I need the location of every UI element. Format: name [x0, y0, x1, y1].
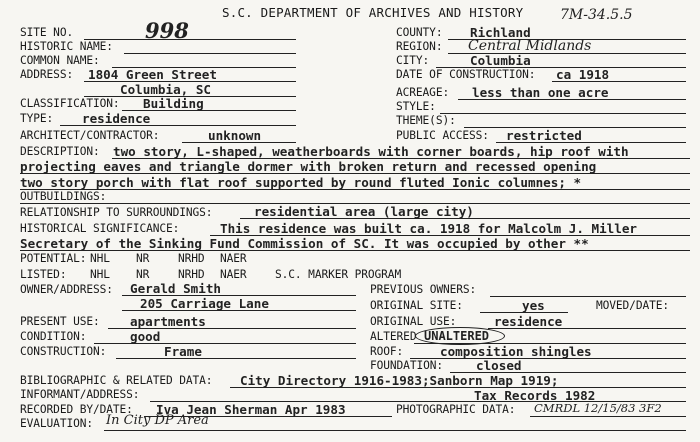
common-name-label: COMMON NAME: — [20, 54, 100, 67]
style-label: STYLE: — [396, 100, 436, 113]
county-label: COUNTY: — [396, 26, 443, 39]
bibliographic-label: BIBLIOGRAPHIC & RELATED DATA: — [20, 374, 213, 387]
city-label: CITY: — [396, 54, 430, 67]
roof-label: ROOF: — [370, 345, 404, 358]
description-underline-2 — [20, 173, 690, 174]
listed-label: LISTED: — [20, 268, 67, 281]
description-line3: two story porch with flat roof supported by round fluted Ionic columnes; * — [20, 175, 582, 190]
tax-records-value: Tax Records 1982 — [474, 388, 596, 403]
bibliographic-line — [230, 387, 686, 388]
construction-label: CONSTRUCTION: — [20, 345, 107, 358]
type-line — [60, 125, 296, 126]
date-construction-value: ca 1918 — [556, 67, 610, 82]
address-line1-value: 1804 Green Street — [88, 67, 217, 82]
recorded-label: RECORDED BY/DATE: — [20, 403, 133, 416]
site-no-value: 998 — [145, 18, 189, 43]
site-no-line — [84, 39, 296, 40]
altered-label: ALTERED — [370, 330, 417, 343]
public-access-line — [496, 142, 686, 143]
date-construction-line — [552, 81, 686, 82]
previous-owners-line — [490, 296, 686, 297]
listed-sc-marker: S.C. MARKER PROGRAM — [275, 268, 402, 281]
photographic-line — [530, 416, 686, 417]
altered-value: UNALTERED — [424, 329, 490, 343]
significance-line2: Secretary of the Sinking Fund Commission of SC. It was occupied by other ** — [20, 236, 589, 251]
acreage-label: ACREAGE: — [396, 86, 450, 99]
reference-number: 7M-34.5.5 — [560, 7, 633, 23]
listed-nhl: NHL — [90, 268, 110, 281]
region-label: REGION: — [396, 40, 443, 53]
public-access-label: PUBLIC ACCESS: — [396, 129, 489, 142]
acreage-line — [458, 99, 686, 100]
foundation-value: closed — [476, 358, 522, 373]
recorded-value: Iva Jean Sherman Apr 1983 — [156, 402, 346, 417]
condition-line — [94, 343, 356, 344]
site-no-label: SITE NO. — [20, 26, 74, 39]
roof-value: composition shingles — [440, 344, 592, 359]
date-construction-label: DATE OF CONSTRUCTION: — [396, 68, 536, 81]
themes-label: THEME(S): — [396, 114, 456, 127]
original-site-label: ORIGINAL SITE: — [370, 299, 463, 312]
description-line1: two story, L-shaped, weatherboards with corner boards, hip roof with — [113, 144, 629, 159]
architect-label: ARCHITECT/CONTRACTOR: — [20, 129, 160, 142]
foundation-label: FOUNDATION: — [370, 359, 443, 372]
significance-underline-2 — [20, 250, 690, 251]
architect-line — [182, 142, 296, 143]
region-value: Central Midlands — [468, 38, 592, 54]
historic-name-label: HISTORIC NAME: — [20, 40, 113, 53]
moved-date-label: MOVED/DATE: — [596, 299, 669, 312]
potential-label: POTENTIAL: — [20, 252, 87, 265]
type-label: TYPE: — [20, 112, 54, 125]
classification-label: CLASSIFICATION: — [20, 97, 120, 110]
description-label: DESCRIPTION: — [20, 145, 100, 158]
form-title: S.C. DEPARTMENT OF ARCHIVES AND HISTORY — [222, 5, 524, 20]
relationship-line — [240, 218, 690, 219]
style-line — [440, 113, 686, 114]
architect-value: unknown — [208, 128, 262, 143]
previous-owners-label: PREVIOUS OWNERS: — [370, 283, 477, 296]
evaluation-value: In City DP Area — [106, 413, 209, 428]
listed-nrhd: NRHD — [178, 268, 205, 281]
significance-line1: This residence was built ca. 1918 for Malcolm J. Miller — [220, 221, 638, 236]
evaluation-label: EVALUATION: — [20, 417, 93, 430]
historic-name-line — [124, 53, 296, 54]
city-value: Columbia — [470, 53, 531, 68]
photographic-label: PHOTOGRAPHIC DATA: — [396, 403, 516, 416]
address-line2-value: Columbia, SC — [120, 82, 211, 97]
acreage-value: less than one acre — [472, 85, 609, 100]
original-use-value: residence — [494, 314, 563, 329]
county-value: Richland — [470, 25, 531, 40]
significance-label: HISTORICAL SIGNIFICANCE: — [20, 222, 180, 235]
present-use-value: apartments — [130, 314, 206, 329]
construction-value: Frame — [164, 344, 202, 359]
potential-nr: NR — [136, 252, 150, 265]
description-underline-3 — [20, 189, 690, 190]
construction-line — [116, 358, 356, 359]
description-line2: projecting eaves and triangle dormer with broken return and recessed opening — [20, 159, 597, 174]
address-label: ADDRESS: — [20, 68, 74, 81]
original-use-line — [488, 328, 686, 329]
condition-value: good — [130, 329, 161, 344]
present-use-label: PRESENT USE: — [20, 315, 100, 328]
original-site-line — [480, 312, 568, 313]
potential-nhl: NHL — [90, 252, 110, 265]
classification-value: Building — [143, 96, 204, 111]
photographic-value: CMRDL 12/15/83 3F2 — [534, 401, 662, 415]
listed-nr: NR — [136, 268, 150, 281]
owner-line2-value: 205 Carriage Lane — [140, 296, 269, 311]
original-use-label: ORIGINAL USE: — [370, 315, 457, 328]
relationship-value: residential area (large city) — [254, 204, 474, 219]
bibliographic-value: City Directory 1916-1983;Sanborn Map 1919; — [240, 373, 559, 388]
roof-line — [410, 358, 686, 359]
owner-line1-value: Gerald Smith — [130, 281, 221, 296]
relationship-label: RELATIONSHIP TO SURROUNDINGS: — [20, 206, 213, 219]
informant-label: INFORMANT/ADDRESS: — [20, 388, 140, 401]
type-value: residence — [82, 111, 151, 126]
listed-naer: NAER — [220, 268, 247, 281]
owner-label: OWNER/ADDRESS: — [20, 283, 113, 296]
public-access-value: restricted — [506, 128, 582, 143]
outbuildings-label: OUTBUILDINGS: — [20, 190, 107, 203]
condition-label: CONDITION: — [20, 330, 87, 343]
owner-line-2 — [122, 310, 356, 311]
original-site-value: yes — [522, 298, 545, 313]
potential-nrhd: NRHD — [178, 252, 205, 265]
potential-naer: NAER — [220, 252, 247, 265]
evaluation-line — [104, 430, 686, 431]
